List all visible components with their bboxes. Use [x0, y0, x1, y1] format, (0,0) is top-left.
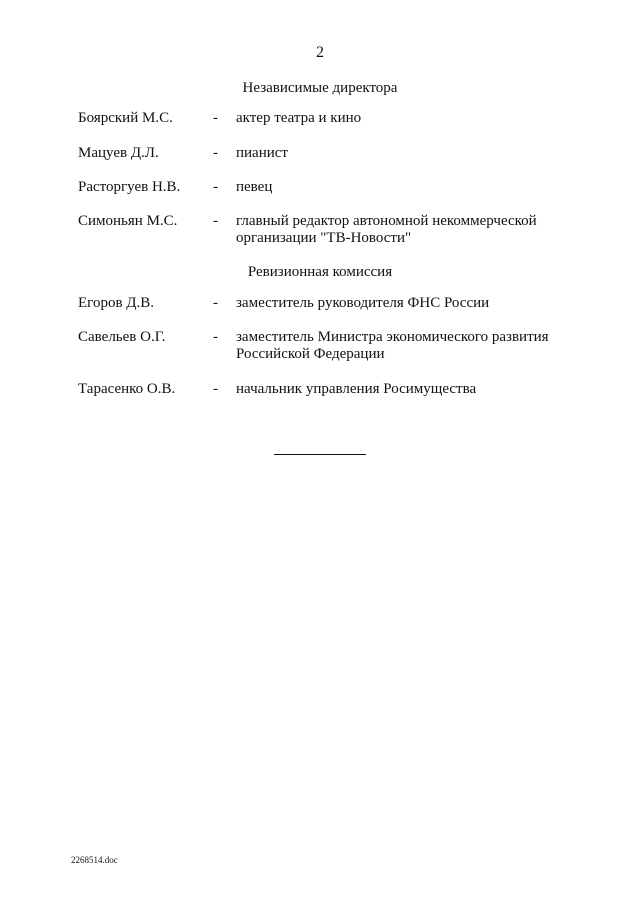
- page-number: 2: [316, 44, 324, 61]
- end-rule-divider: [274, 454, 366, 455]
- dash-separator: -: [213, 381, 218, 397]
- dash-separator: -: [213, 295, 218, 311]
- dash-separator: -: [213, 179, 218, 195]
- person-name: Мацуев Д.Л.: [78, 145, 159, 161]
- person-role: начальник управления Росимущества: [236, 381, 477, 397]
- dash-separator: -: [213, 110, 218, 126]
- person-role: пианист: [236, 145, 288, 161]
- person-name: Симоньян М.С.: [78, 213, 178, 229]
- section-heading-independent-directors: Независимые директора: [242, 80, 398, 96]
- person-role: актер театра и кино: [236, 110, 362, 126]
- dash-separator: -: [213, 329, 218, 345]
- person-role: заместитель руководителя ФНС России: [236, 295, 490, 311]
- person-name: Егоров Д.В.: [78, 295, 155, 311]
- person-name: Боярский М.С.: [78, 110, 173, 126]
- section-heading-audit-commission: Ревизионная комиссия: [247, 264, 393, 280]
- file-reference: 2268514.doc: [71, 855, 118, 865]
- dash-separator: -: [213, 213, 218, 229]
- person-role: главный редактор автономной некоммерческой организации "ТВ-Новости": [236, 213, 537, 246]
- person-role: певец: [236, 179, 273, 195]
- person-name: Тарасенко О.В.: [78, 381, 176, 397]
- person-name: Савельев О.Г.: [78, 329, 166, 345]
- person-name: Расторгуев Н.В.: [78, 179, 181, 195]
- person-role: заместитель Министра экономического развития Российской Федерации: [236, 329, 549, 362]
- dash-separator: -: [213, 145, 218, 161]
